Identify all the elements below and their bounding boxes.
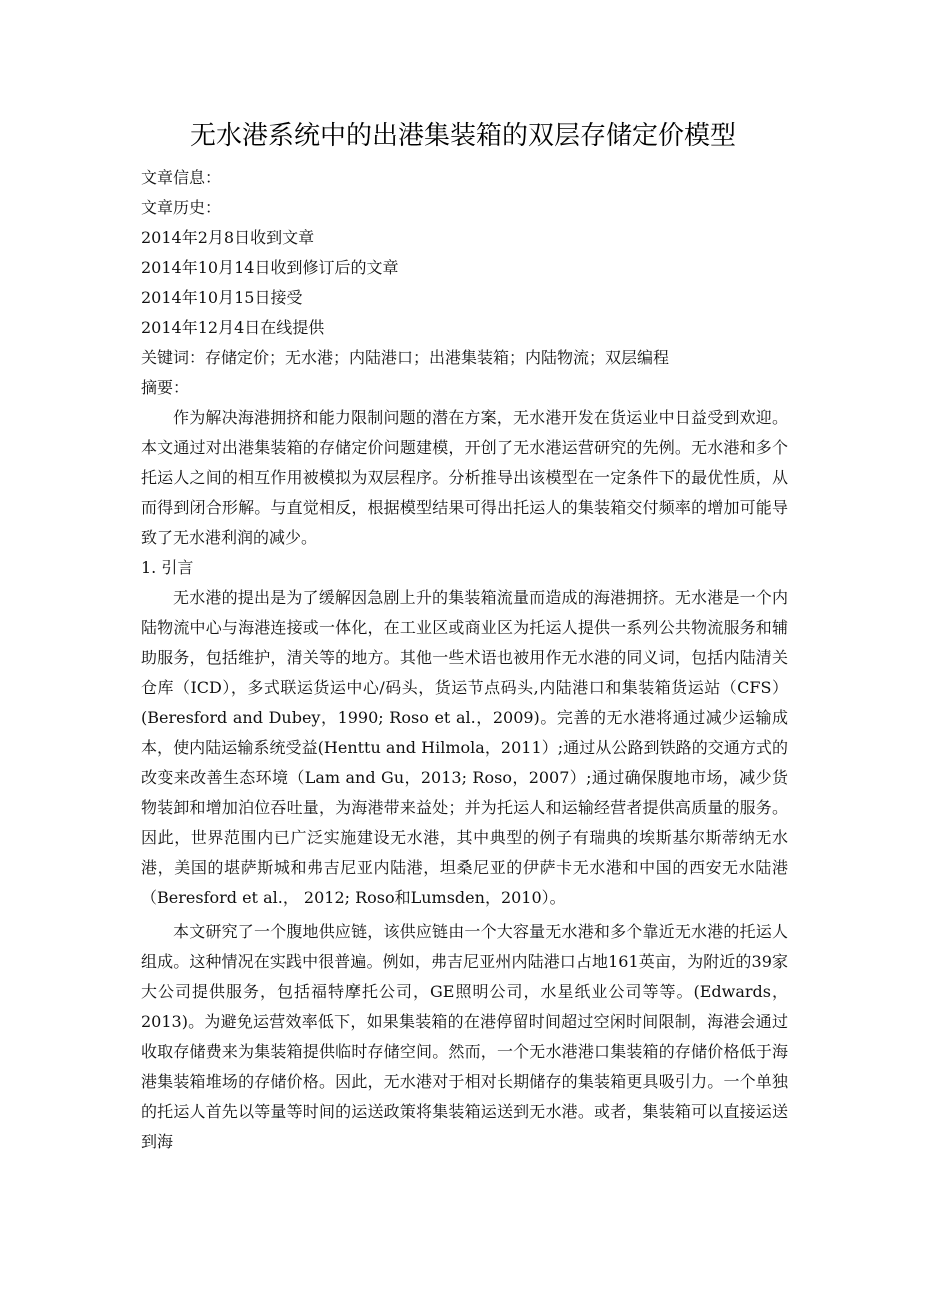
history-revised: 2014年10月14日收到修订后的文章	[141, 258, 399, 277]
article-info-label: 文章信息：	[141, 168, 222, 187]
history-online: 2014年12月4日在线提供	[141, 318, 325, 337]
document-body	[141, 403, 788, 1157]
history-accepted: 2014年10月15日接受	[141, 288, 303, 307]
intro-paragraph-1: 无水港的提出是为了缓解因急剧上升的集装箱流量而造成的海港拥挤。无水港是一个内陆物流中心与海港连接或一体化，在工业区或商业区为托运人提供一系列公共物流服务和辅助服务，包括维护，清关等的地方。其他一些术语也被用作无水港的同义词，包括内陆清关仓库（ICD），多式联运货运中心/码头，货运节点码头,内陆港口和集装箱货运站（CFS）(Beresford and Dubey，1990; Roso et al.，2009)。完善的无水港将通过减少运输成本，使内陆运输系统受益(Henttu and Hilmola，2011）;通过从公路到铁路的交通方式的改变来改善生态环境（Lam and Gu，2013; Roso，2007）;通过确保腹地市场，减少货物装卸和增加泊位吞吐量，为海港带来益处；并为托运人和运输经营者提供高质量的服务。因此，世界范围内已广泛实施建设无水港，其中典型的例子有瑞典的埃斯基尔斯蒂纳无水港，美国的堪萨斯城和弗吉尼亚内陆港，坦桑尼亚的伊萨卡无水港和中国的西安无水陆港（Beresford et al.， 2012; Roso和Lumsden，2010）。	[141, 588, 788, 907]
article-metadata	[141, 163, 791, 403]
abstract-label: 摘要：	[141, 378, 190, 397]
section-heading-introduction: 1. 引言	[141, 558, 194, 577]
intro-paragraph-2: 本文研究了一个腹地供应链，该供应链由一个大容量无水港和多个靠近无水港的托运人组成。这种情况在实践中很普遍。例如，弗吉尼亚州内陆港口占地161英亩，为附近的39家大公司提供服务，包括福特摩托公司，GE照明公司，水星纸业公司等等。(Edwards，2013)。为避免运营效率低下，如果集装箱的在港停留时间超过空闲时间限制，海港会通过收取存储费来为集装箱提供临时存储空间。然而，一个无水港港口集装箱的存储价格低于海港集装箱堆场的存储价格。因此，无水港对于相对长期储存的集装箱更具吸引力。一个单独的托运人首先以等量等时间的运送政策将集装箱运送到无水港。或者，集装箱可以直接运送到海	[141, 922, 788, 1151]
history-received: 2014年2月8日收到文章	[141, 228, 315, 247]
document-title: 无水港系统中的出港集装箱的双层存储定价模型	[189, 121, 736, 151]
keywords-line: 关键词：存储定价；无水港；内陆港口；出港集装箱；内陆物流；双层编程	[141, 348, 670, 367]
abstract-paragraph: 作为解决海港拥挤和能力限制问题的潜在方案，无水港开发在货运业中日益受到欢迎。本文通过对出港集装箱的存储定价问题建模，开创了无水港运营研究的先例。无水港和多个托运人之间的相互作用被模拟为双层程序。分析推导出该模型在一定条件下的最优性质，从而得到闭合形解。与直觉相反，根据模型结果可得出托运人的集装箱交付频率的增加可能导致了无水港利润的减少。	[141, 408, 788, 547]
article-history-label: 文章历史：	[141, 198, 222, 217]
